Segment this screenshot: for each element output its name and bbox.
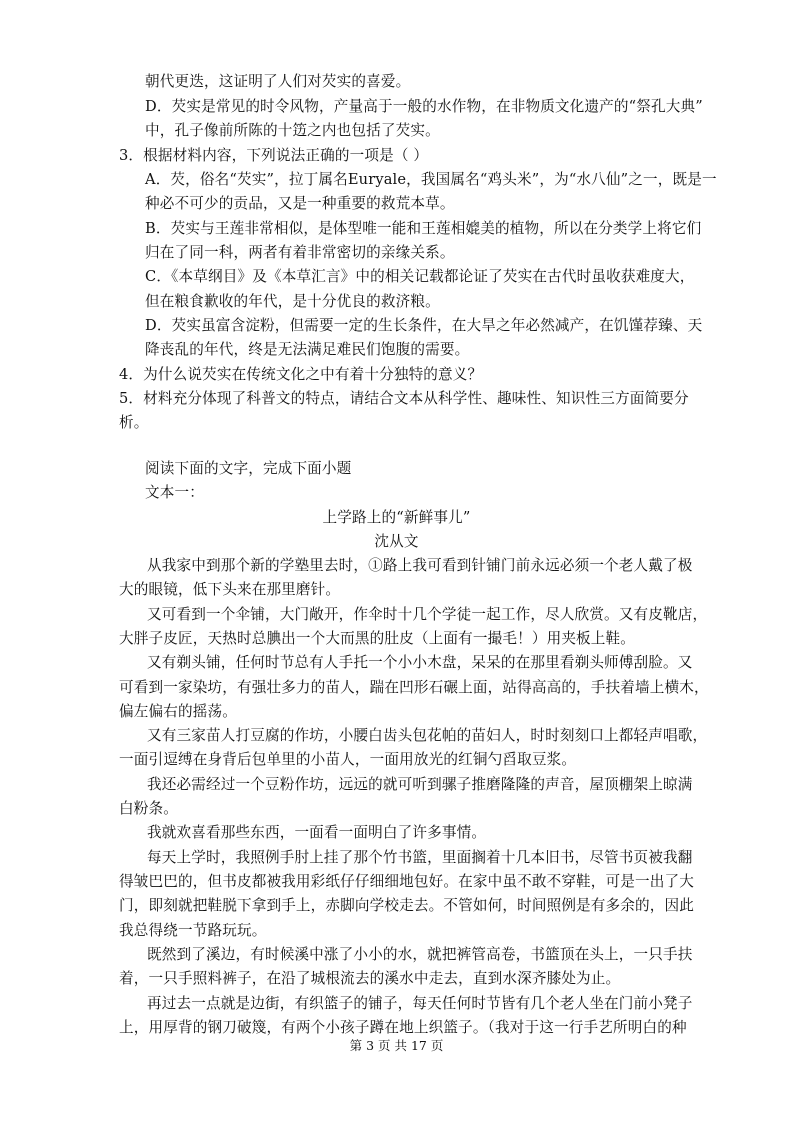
paragraph-4-line1: 又有三家苗人打豆腐的作坊，小腰白齿头包花帕的苗妇人，时时刻刻口上都轻声唱歌，	[147, 727, 708, 744]
prev-option-d-line1: D．芡实是常见的时令风物，产量高于一般的水作物，在非物质文化遗产的“祭孔大典”	[145, 98, 703, 115]
paragraph-7-line3: 门，即刻就把鞋脱下拿到手上，赤脚向学校走去。不管如何，时间照例是有多余的，因此	[119, 897, 695, 914]
paragraph-3-line2: 可看到一家染坊，有强壮多力的苗人，踹在凹形石碾上面，站得高高的，手扶着墙上横木，	[119, 679, 709, 696]
paragraph-7-line4: 我总得绕一节路玩玩。	[119, 922, 267, 939]
paragraph-9-line2: 上，用厚背的钢刀破篾，有两个小孩子蹲在地上织篮子。（我对于这一行手艺所明白的种	[119, 1019, 687, 1036]
question-3-option-c-line2: 但在粮食歉收的年代，是十分优良的救济粮。	[145, 293, 440, 310]
question-5-line1: 5．材料充分体现了科普文的特点，请结合文本从科学性、趣味性、知识性三方面简要分	[119, 390, 689, 407]
reading-instruction: 阅读下面的文字，完成下面小题	[145, 460, 352, 477]
question-3-option-c-line1: C．《本草纲目》及《本草汇言》中的相关记载都论证了芡实在古代时虽收获难度大，	[145, 268, 695, 285]
paragraph-3-line1: 又有剃头铺，任何时节总有人手托一个小小木盘，呆呆的在那里看剃头师傅刮脸。又	[147, 654, 693, 671]
prev-option-c-tail: 朝代更迭，这证明了人们对芡实的喜爱。	[145, 73, 411, 90]
paragraph-3-line3: 偏左偏右的摇荡。	[119, 703, 237, 720]
paragraph-8-line1: 既然到了溪边，有时候溪中涨了小小的水，就把裤管高卷，书篮顶在头上，一只手扶	[147, 946, 693, 963]
question-3-option-d-line1: D．芡实虽富含淀粉，但需要一定的生长条件，在大旱之年必然减产，在饥馑荐臻、天	[145, 317, 703, 334]
article-author: 沈从文	[374, 533, 419, 550]
paragraph-1-line2: 大的眼镜，低下头来在那里磨针。	[119, 581, 341, 598]
prev-option-d-line2: 中，孔子像前所陈的十笾之内也包括了芡实。	[145, 122, 440, 139]
question-3-option-d-line2: 降丧乱的年代，终是无法满足难民们饱腹的需要。	[145, 341, 470, 358]
paragraph-6-line1: 我就欢喜看那些东西，一面看一面明白了许多事情。	[147, 824, 487, 841]
paragraph-9-line1: 再过去一点就是边街，有织篮子的铺子，每天任何时节皆有几个老人坐在门前小凳子	[147, 995, 693, 1012]
paragraph-4-line2: 一面引逗缚在身背后包单里的小苗人，一面用放光的红铜勺舀取豆浆。	[119, 751, 577, 768]
question-3-option-b-line2: 归在了同一科，两者有着非常密切的亲缘关系。	[145, 244, 455, 261]
paragraph-2-line2: 大胖子皮匠，天热时总腆出一个大而黑的肚皮（上面有一撮毛！）用夹板上鞋。	[119, 630, 636, 647]
article-title: 上学路上的“新鲜事儿”	[322, 509, 471, 526]
paragraph-2-line1: 又可看到一个伞铺，大门敞开，作伞时十几个学徒一起工作，尽人欣赏。又有皮靴店，	[147, 606, 708, 623]
paragraph-8-line2: 着，一只手照料裤子，在沿了城根流去的溪水中走去，直到水深齐膝处为止。	[119, 970, 621, 987]
paragraph-1-line1: 从我家中到那个新的学塾里去时，①路上我可看到针铺门前永远必须一个老人戴了极	[147, 557, 693, 574]
question-3-option-a-line2: 种必不可少的贡品，又是一种重要的救荒本草。	[145, 195, 455, 212]
paragraph-5-line2: 白粉条。	[119, 800, 178, 817]
question-5-line2: 析。	[119, 414, 149, 431]
paragraph-7-line1: 每天上学时，我照例手肘上挂了那个竹书篮，里面搁着十几本旧书，尽管书页被我翻	[147, 849, 693, 866]
question-3-stem: 3．根据材料内容，下列说法正确的一项是（ ）	[119, 147, 429, 164]
text-label: 文本一：	[145, 484, 204, 501]
question-3-option-a-line1: A．芡，俗名“芡实”，拉丁属名Euryale，我国属名“鸡头米”，为“水八仙”之一，既是一	[145, 171, 717, 188]
paragraph-5-line1: 我还必需经过一个豆粉作坊，远远的就可听到骡子推磨隆隆的声音，屋顶棚架上晾满	[147, 776, 693, 793]
question-3-option-b-line1: B．芡实与王莲非常相似，是体型唯一能和王莲相媲美的植物，所以在分类学上将它们	[145, 220, 702, 237]
page-number-footer: 第 3 页 共 17 页	[349, 1038, 444, 1053]
paragraph-7-line2: 得皱巴巴的，但书皮都被我用彩纸仔仔细细地包好。在家中虽不敢不穿鞋，可是一出了大	[119, 873, 695, 890]
question-4: 4．为什么说芡实在传统文化之中有着十分独特的意义？	[119, 366, 483, 383]
